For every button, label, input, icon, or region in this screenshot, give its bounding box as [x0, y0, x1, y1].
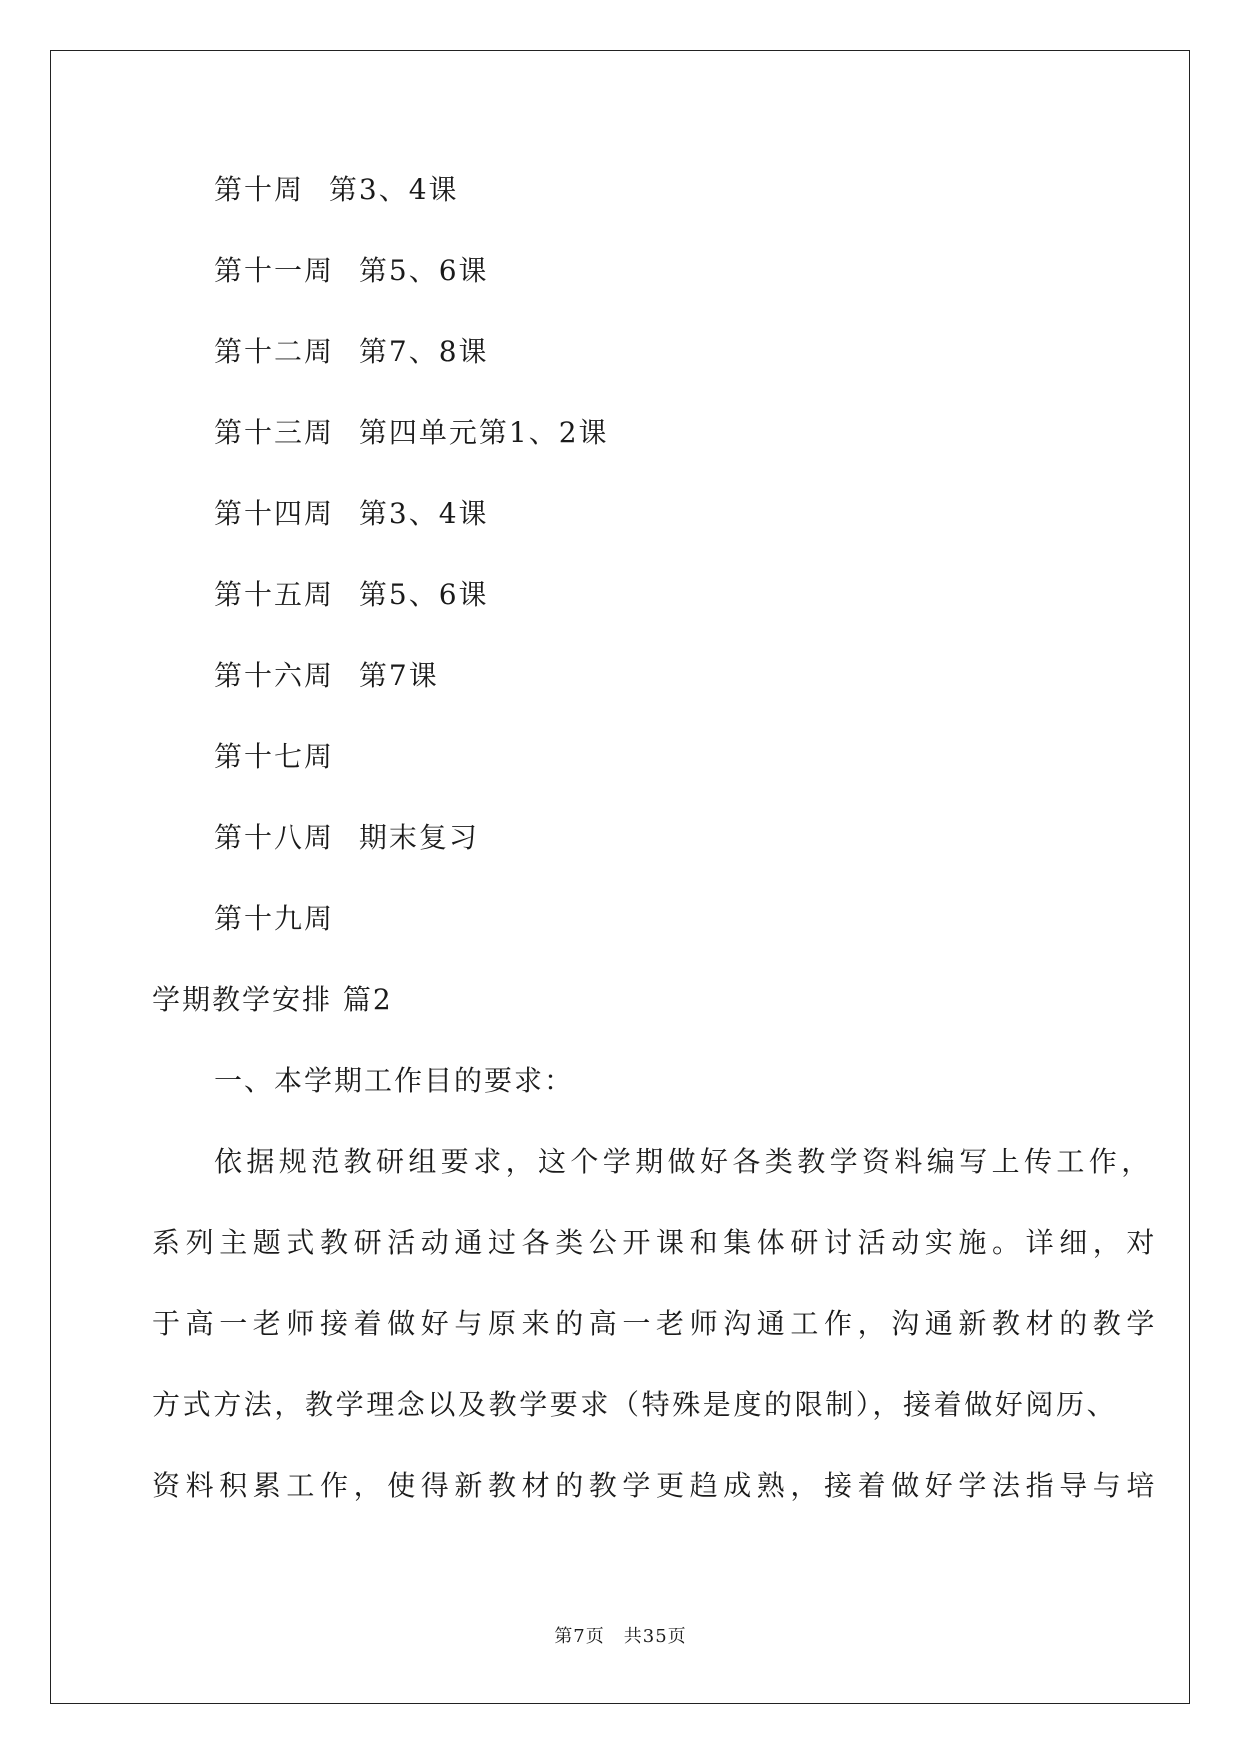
schedule-row	[214, 497, 489, 530]
section-title: 学期教学安排 篇2	[152, 983, 393, 1016]
schedule-row	[214, 254, 489, 287]
schedule-row	[214, 335, 489, 368]
schedule-row	[214, 173, 459, 206]
schedule-week: 第十一周	[214, 254, 335, 287]
schedule-content: 第7、8课	[358, 335, 489, 368]
paragraph-line: 系列主题式教研活动通过各类公开课和集体研讨活动实施。详细，对	[152, 1226, 1161, 1259]
schedule-week: 第十周	[214, 173, 305, 206]
schedule-content: 第5、6课	[358, 254, 489, 287]
page-number-footer: 第7页 共35页	[554, 1626, 687, 1647]
schedule-row	[214, 902, 348, 935]
schedule-week: 第十五周	[214, 578, 335, 611]
schedule-content: 第5、6课	[358, 578, 489, 611]
paragraph-line: 依据规范教研组要求，这个学期做好各类教学资料编写上传工作，	[214, 1145, 1154, 1178]
paragraph-line: 于高一老师接着做好与原来的高一老师沟通工作，沟通新教材的教学	[152, 1307, 1161, 1340]
schedule-row	[214, 578, 489, 611]
paragraph-line: 方式方法，教学理念以及教学要求（特殊是度的限制），接着做好阅历、	[152, 1388, 1118, 1421]
schedule-week: 第十二周	[214, 335, 335, 368]
schedule-row	[214, 821, 479, 854]
schedule-week: 第十六周	[214, 659, 335, 692]
schedule-content: 第3、4课	[328, 173, 459, 206]
schedule-week: 第十三周	[214, 416, 335, 449]
schedule-row	[214, 659, 439, 692]
subheading: 一、本学期工作目的要求：	[214, 1064, 575, 1097]
schedule-content: 第7课	[358, 659, 439, 692]
paragraph-line: 资料积累工作，使得新教材的教学更趋成熟，接着做好学法指导与培	[152, 1469, 1161, 1502]
schedule-content: 第四单元第1、2课	[358, 416, 609, 449]
schedule-row	[214, 740, 348, 773]
schedule-week: 第十九周	[214, 902, 335, 935]
schedule-row	[214, 416, 609, 449]
schedule-content: 期末复习	[358, 821, 479, 854]
schedule-week: 第十七周	[214, 740, 335, 773]
schedule-week: 第十四周	[214, 497, 335, 530]
schedule-content: 第3、4课	[358, 497, 489, 530]
schedule-week: 第十八周	[214, 821, 335, 854]
page-border	[50, 50, 1190, 1704]
